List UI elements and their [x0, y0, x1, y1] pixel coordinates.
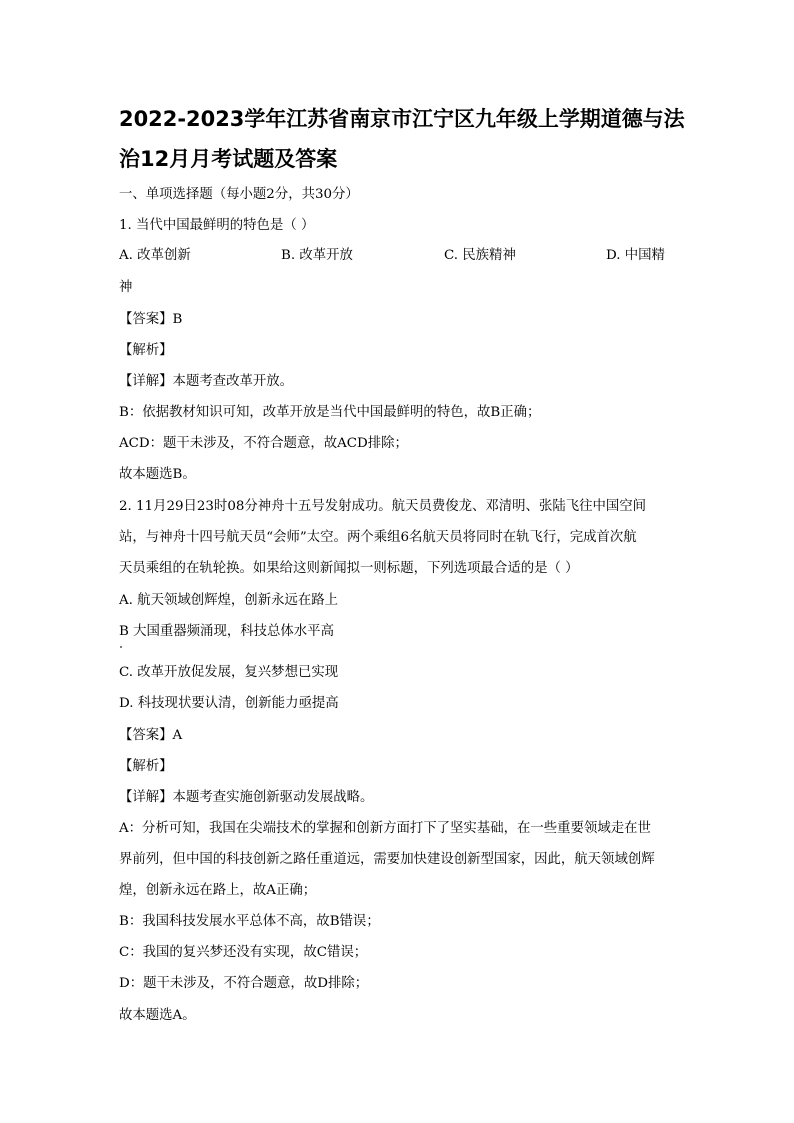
question-2-stem-line: 2. 11月29日23时08分神舟十五号发射成功。航天员费俊龙、邓清明、张陆飞往中国空间 — [119, 499, 647, 514]
stray-dot-mark — [120, 646, 122, 648]
question-2-analysis-label: 【解析】 — [119, 759, 173, 774]
question-2-option-d: D. 科技现状要认清，创新能力亟提高 — [119, 696, 339, 711]
question-2-explanation-line: D：题干未涉及，不符合题意，故D排除； — [119, 976, 369, 991]
question-1-answer: 【答案】B — [119, 312, 183, 327]
question-2-stem-line: 天员乘组的在轨轮换。如果给这则新闻拟一则标题，下列选项最合适的是（ ） — [119, 561, 579, 576]
question-2-explanation-line: C：我国的复兴梦还没有实现，故C错误； — [119, 945, 368, 960]
question-1-options — [119, 247, 679, 267]
question-2-option-a: A. 航天领域创辉煌，创新永远在路上 — [119, 593, 339, 608]
document-title-line-2: 治12月月考试题及答案 — [119, 147, 338, 171]
question-2-detail: 【详解】本题考查实施创新驱动发展战略。 — [119, 790, 374, 805]
question-1-option-d-continued: 神 — [119, 280, 133, 295]
question-1-option-b: B. 改革开放 — [281, 248, 353, 263]
question-2-explanation-line: 煌，创新永远在路上，故A正确； — [119, 883, 317, 898]
question-2-option-c: C. 改革开放促发展，复兴梦想已实现 — [119, 665, 339, 680]
question-2-conclusion: 故本题选A。 — [119, 1008, 196, 1023]
question-1-stem: 1. 当代中国最鲜明的特色是（ ） — [119, 218, 315, 233]
question-1-conclusion: 故本题选B。 — [119, 467, 196, 482]
question-1-option-a: A. 改革创新 — [119, 248, 191, 263]
question-1-explanation-line: ACD：题干未涉及，不符合题意，故ACD排除； — [119, 436, 408, 451]
question-2-stem-line: 站，与神舟十四号航天员“会师”太空。两个乘组6名航天员将同时在轨飞行，完成首次航 — [119, 530, 637, 545]
question-1-detail: 【详解】本题考查改革开放。 — [119, 374, 294, 389]
question-2-answer: 【答案】A — [119, 728, 183, 743]
question-2-explanation-line: 界前列，但中国的科技创新之路任重道远，需要加快建设创新型国家，因此，航天领域创辉 — [119, 852, 655, 867]
question-2-explanation-line: A：分析可知，我国在尖端技术的掌握和创新方面打下了坚实基础，在一些重要领域走在世 — [119, 821, 651, 836]
section-heading: 一、单项选择题（每小题2分，共30分） — [119, 187, 359, 202]
question-2-explanation-line: B：我国科技发展水平总体不高，故B错误； — [119, 914, 380, 929]
document-title-line-1: 2022-2023学年江苏省南京市江宁区九年级上学期道德与法 — [119, 107, 685, 131]
question-1-option-c: C. 民族精神 — [444, 248, 516, 263]
question-2-option-b: B 大国重器频涌现，科技总体水平高 — [119, 624, 334, 639]
question-1-analysis-label: 【解析】 — [119, 343, 173, 358]
question-1-explanation-line: B：依据教材知识可知，改革开放是当代中国最鲜明的特色，故B正确； — [119, 405, 541, 420]
question-1-option-d: D. 中国精 — [606, 248, 665, 263]
